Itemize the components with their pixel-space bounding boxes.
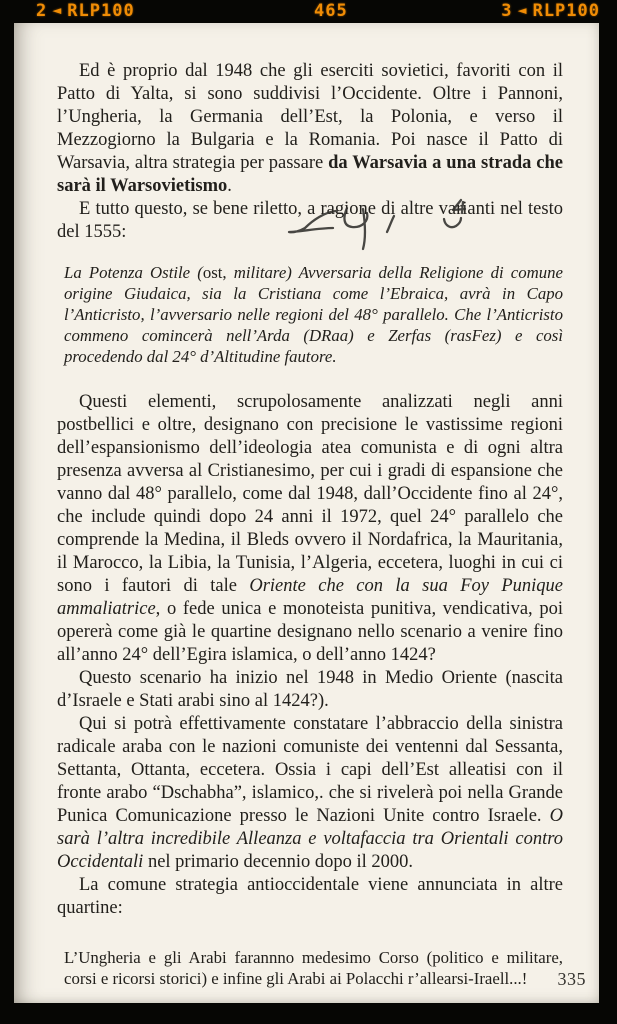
osd-right-label: RLP100: [532, 1, 600, 21]
text-run: militare) Avversaria della Religione di comune origine Giudaica, sia la Cristiana come l’Ebraica, avrà in Capo l’Anticristo, l’avversario nelle regioni del 48° parallelo. Che l’Anticristo commeno comincerà nell’Arda (DRaa) e Zerfas (rasFez) e così procedendo dal 24° d’Altitudine fautore.: [64, 263, 563, 366]
text-run: , o fede unica e monoteista punitiva, vendicativa, poi opererà come già le quartine designano nello scenario a venire fino all’anno 24° dell’Egira islamica, o dell’anno 1424?: [57, 599, 563, 665]
text-run: .: [227, 176, 232, 196]
osd-center-counter: 465: [314, 1, 348, 21]
left-arrow-icon: ◄: [517, 1, 528, 19]
quote-paragraph: [64, 262, 563, 367]
text-run: ost,: [202, 263, 227, 282]
book-page: [14, 23, 599, 1003]
body-paragraph: [57, 198, 563, 244]
body-paragraph: [57, 391, 563, 667]
text-run: La Potenza Ostile (: [64, 263, 203, 282]
text-run: Qui si potrà effettivamente constatare l’abbraccio della sinistra radicale araba con le nazioni comuniste dei ventenni dal Sessanta, Settanta, Ottanta, eccetera. Ossia i capi dell’Est alleatisi con il fronte arabo “Dschabha”, islamico,. che si rivelerà poi nella Grande Punica Comunicazione presso le Nazioni Unite contro Israele.: [57, 714, 563, 826]
text-run: nel primario decennio dopo il 2000.: [143, 852, 414, 872]
text-run: Questi elementi, scrupolosamente analizzati negli anni postbellici e oltre, designano con precisione le vastissime regioni dell’espansionismo dell’ideologia atea comunista e di ogni altra presenza avversa al Cristianesimo, per cui i gradi di espansione che vanno dal 48° parallelo, come dal 1948, dall’Occidente fino al 24°, che include quindi dopo 24 anni il 1972, quel 24° parallelo che comprende la Medina, il Bleds ovvero il Nordafrica, la Mauritania, il Marocco, la Libia, la Tunisia, l’Algeria, eccetera, luoghi in cui ci sono i fautori di tale: [57, 392, 563, 596]
page-number: 335: [557, 969, 586, 989]
text-run: E tutto questo, se bene riletto, a ragione di altre varianti nel testo del 1555:: [57, 199, 563, 242]
quote-paragraph: [64, 947, 563, 989]
page-text: [57, 60, 563, 989]
text-run: O sarà l’altra incredibile Alleanza e voltafaccia tra Orientali contro Occidentali: [57, 806, 563, 872]
text-run: Ed è proprio dal 1948 che gli eserciti sovietici, favoriti con il Patto di Yalta, si sono suddivisi l’Occidente. Oltre i Pannoni, l’Ungheria, la Germania dell’Est, la Polonia, e verso il Mezzogiorno la Bulgaria e la Romania. Poi nasce il Patto di Warsavia, altra strategia per passare: [57, 61, 563, 173]
body-paragraph: [57, 713, 563, 874]
body-paragraph: [57, 60, 563, 198]
text-run: da Warsavia a una strada che sarà il Warsovietismo: [57, 153, 563, 196]
osd-left-number: 2: [36, 1, 48, 21]
body-paragraph: [57, 874, 563, 920]
osd-right-number: 3: [501, 1, 513, 21]
osd-left-label: RLP100: [67, 1, 135, 21]
osd-bar: [0, 0, 617, 23]
text-run: Questo scenario ha inizio nel 1948 in Medio Oriente (nascita d’Israele e Stati arabi sino al 1424?).: [57, 668, 563, 711]
osd-right-channel: [501, 1, 600, 21]
text-run: La comune strategia antioccidentale viene annunciata in altre quartine:: [57, 875, 563, 918]
text-run: L’Ungheria e gli Arabi farannno medesimo Corso (politico e militare, corsi e ricorsi storici) e infine gli Arabi ai Polacchi r’allearsi-Iraell...!: [64, 948, 563, 988]
osd-left-channel: [36, 1, 135, 21]
text-run: Oriente che con la sua Foy Punique ammaliatrice: [57, 576, 563, 619]
left-arrow-icon: ◄: [52, 1, 63, 19]
body-paragraph: [57, 667, 563, 713]
